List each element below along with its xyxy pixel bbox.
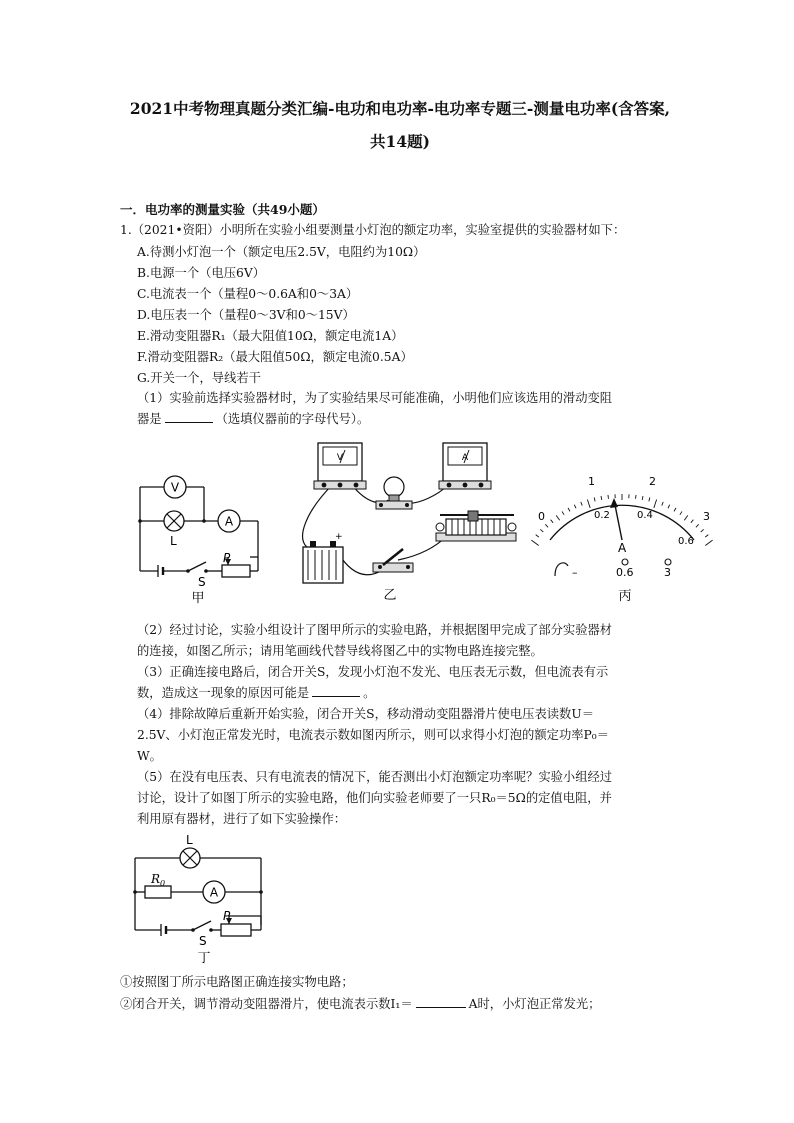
dial-tick [540,529,543,532]
battery-plus: + [335,532,343,542]
item-f: F.滑动变阻器R₂（最大阻值50Ω，额定电流0.5A） [137,350,413,364]
item-b: B.电源一个（电压6V） [137,266,266,280]
item-g: G.开关一个，导线若干 [137,371,261,385]
step2-suffix: A时，小灯泡正常发光； [468,997,601,1011]
figure-bing-caption: 丙 [618,589,632,604]
dial-tick [668,505,670,509]
tick-inner-06: 0.6 [678,536,694,547]
figure-yi-caption: 乙 [383,588,397,603]
part4-line2: 2.5V、小灯泡正常发光时，电流表示数如图丙所示，则可以求得小灯泡的额定功率P₀＝ [137,728,610,742]
dial-tick [642,496,643,500]
voltmeter-device [314,443,366,489]
dial-tick [536,535,539,538]
tick-outer-0: 0 [538,510,545,523]
dial-tick [705,540,712,545]
ding-p-label: P [223,909,231,923]
tick-inner-02: 0.2 [594,510,610,521]
ding-r0-sub: 0 [160,879,166,888]
part4-line1: （4）排除故障后重新开始实验，闭合开关S，移动滑动变阻器滑片使电压表读数U＝ [137,707,595,721]
dial-tick [674,508,676,512]
tick-outer-2: 2 [649,475,656,488]
step-2 [120,996,600,1013]
figure-ding [125,832,275,967]
item-a: A.待测小灯泡一个（额定电压2.5V，电阻约为10Ω） [137,245,426,259]
yi-v-label: V [336,453,344,463]
page-title [80,92,720,158]
dial-tick [551,520,554,523]
item-c: C.电流表一个（量程0～0.6A和0～3A） [137,287,359,301]
dial-tick [594,498,595,502]
step-1: ①按照图丁所示电路图正确连接实物电路； [120,975,354,989]
step2-prefix: ②闭合开关，调节滑动变阻器滑片，使电流表示数I₁＝ [120,997,413,1011]
dial-tick [556,515,560,520]
jia-p-label: P [223,551,231,565]
dial-tick [684,515,688,520]
part4-line3: W。 [137,749,162,763]
terminal-06: 0.6 [616,566,634,579]
dial-tick [654,499,657,508]
part1-prefix: 器是 [137,412,162,426]
terminal-3: 3 [664,566,671,579]
dial-tick [691,520,694,523]
dial-tick [581,502,582,506]
battery-device [303,532,343,583]
ding-r0-main: R [151,872,161,886]
answer-blank-1[interactable] [165,411,213,423]
tick-outer-3: 3 [703,510,710,523]
jia-a-label: A [224,514,234,529]
answer-blank-3[interactable] [312,685,360,697]
terminal-minus: – [572,566,578,579]
part3-line2 [137,685,375,702]
jia-l-label: L [170,534,177,548]
switch-device [373,549,413,572]
jia-s-label: S [198,575,206,589]
dial-tick [587,499,590,508]
tick-inner-04: 0.4 [637,510,653,521]
ding-r0-label [150,872,165,888]
part3-prefix: 数，造成这一现象的原因可能是 [137,686,310,700]
item-d: D.电压表一个（量程0～3V和0～15V） [137,308,355,322]
tick-outer-1: 1 [588,475,595,488]
figure-ding-caption: 丁 [197,951,211,966]
dial-tick [568,508,570,512]
title-line-1: 2021中考物理真题分类汇编-电功和电功率-电功率专题三-测量电功率(含答案, [129,99,671,118]
dial-tick [531,540,538,545]
dial-tick [662,502,663,506]
dial-tick [574,505,576,509]
bing-unit: A [618,541,627,555]
yi-a-label: A [461,453,469,463]
jia-v-label: V [170,480,180,495]
dial-tick [601,496,602,500]
dial-tick [562,511,564,514]
figure-jia-caption: 甲 [191,591,205,605]
dial-tick [545,524,548,527]
part5-line3: 利用原有器材，进行了如下实验操作： [137,812,347,826]
part1-line2 [137,411,369,428]
dial-tick [696,524,699,527]
question-intro: 1.（2021•资阳）小明所在实验小组要测量小灯泡的额定功率，实验室提供的实验器材如下： [120,223,626,237]
part5-line2: 讨论，设计了如图丁所示的实验电路，他们向实验老师要了一只R₀＝5Ω的定值电阻，并 [137,791,612,805]
dial-tick [649,498,650,502]
part2-line1: （2）经过讨论，实验小组设计了图甲所示的实验电路，并根据图甲完成了部分实验器材 [137,623,613,637]
figure-yi [288,435,528,605]
dial-tick [705,535,708,538]
part5-line1: （5）在没有电压表、只有电流表的情况下，能否测出小灯泡额定功率呢？实验小组经过 [137,770,613,784]
answer-blank-i1[interactable] [416,996,466,1008]
dial-tick [608,495,609,499]
figure-bing [530,468,720,608]
title-line-2: 共14题) [370,132,430,151]
rheostat-device [436,511,516,541]
figure-jia [130,465,275,605]
part3-suffix: 。 [363,686,376,700]
dial-tick [701,529,704,532]
part1-suffix: （选填仪器前的字母代号）。 [215,412,370,426]
part2-line2: 的连接，如图乙所示；请用笔画线代替导线将图乙中的实物电路连接完整。 [137,644,543,658]
ammeter-device [439,443,491,489]
ding-s-label: S [199,934,207,948]
part1-line1: （1）实验前选择实验器材时，为了实验结果尽可能准确，小明他们应该选用的滑动变阻 [137,391,613,405]
item-e: E.滑动变阻器R₁（最大阻值10Ω，额定电流1A） [137,329,404,343]
part3-line1: （3）正确连接电路后，闭合开关S，发现小灯泡不发光、电压表无示数，但电流表有示 [137,665,609,679]
dial-tick [636,495,637,499]
dial-tick [680,511,682,514]
section-heading: 一．电功率的测量实验（共49小题） [120,202,325,217]
ding-l-label: L [186,833,193,847]
bulb-device [376,477,412,509]
ding-a-label: A [209,885,219,900]
